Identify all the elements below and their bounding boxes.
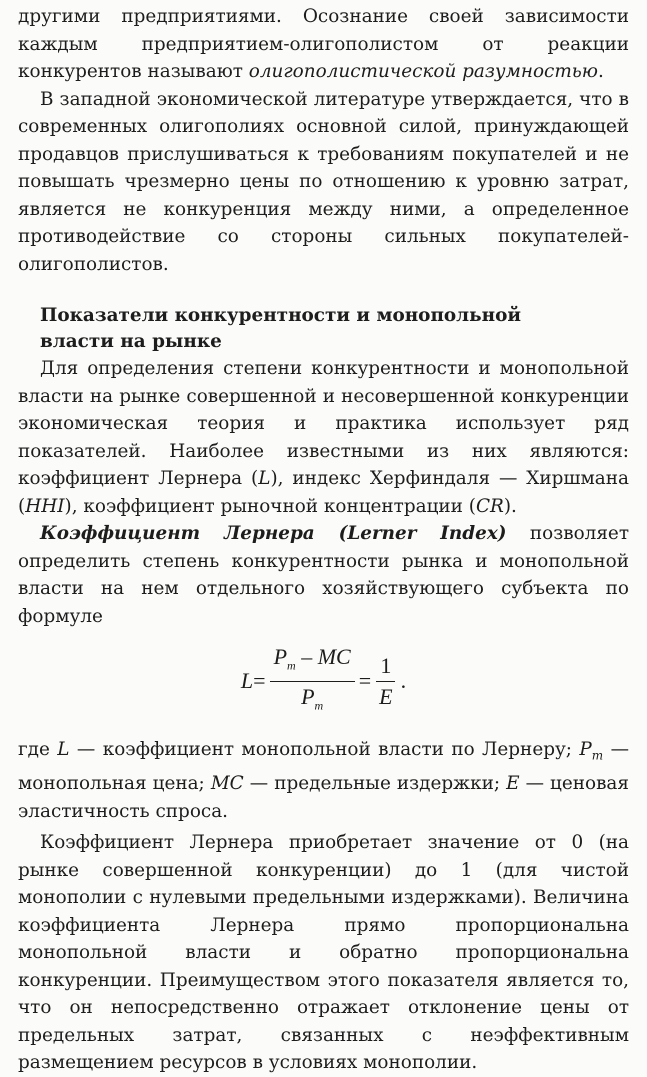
formula-denominator — [297, 682, 327, 718]
symbol-cr: CR — [475, 495, 504, 517]
formula-symbol: P — [301, 683, 315, 709]
paragraph-western-literature: В западной экономической литературе утверждается, что в современных олигополиях основной силой, принуждающей продавцов прислушиваться к требованиям покупателей и не повышать чрезмерно цены по отношению к уровню затрат, является не конкуренция между ними, а определенное противодействие со стороны сильных покупателей-олигополистов. — [18, 88, 629, 275]
symbol-subscript: m — [591, 748, 604, 763]
italic-term: олигополистической разумностью — [248, 61, 598, 82]
section-heading: Показатели конкурентности и монопольной власти на рынке — [40, 305, 521, 352]
paragraph-text: — монопольная цена; — [18, 739, 629, 795]
formula-symbol: P — [273, 644, 288, 670]
paragraph-text: — предельные издержки; — [243, 773, 507, 795]
symbol-l: L — [57, 739, 70, 760]
paragraph-text: ), индекс Херфиндаля — Хиршмана ( — [18, 468, 629, 517]
formula-denominator: E — [379, 683, 393, 709]
formula-period: . — [400, 668, 407, 693]
paragraph-indicators — [18, 355, 629, 520]
formula-symbol: – MC — [295, 644, 351, 670]
lerner-formula — [18, 636, 629, 726]
symbol-hhi: HHI — [25, 495, 65, 517]
formula-numerator — [270, 644, 355, 681]
symbol-l: L — [258, 468, 271, 489]
paragraph-text: другими предприятиями. Осознание своей зависимости каждым предприятием-олигополистом от реакции конкурентов называют — [18, 6, 629, 82]
paragraph-text: Для определения степени конкурентности и монопольной власти на рынке совершенной и несовершенной конкуренции экономическая теория и практика использует ряд показателей. Наиболее известными из них являются: коэффициент Лернера ( — [18, 358, 629, 489]
symbol-p: P — [579, 739, 592, 760]
punctuation: . — [597, 61, 604, 82]
symbol-e: E — [506, 773, 520, 795]
formula-fraction-elasticity — [375, 653, 396, 710]
paragraph-text: ), коэффициент рыночной концентрации ( — [64, 495, 476, 517]
formula-equals: = — [358, 668, 372, 693]
symbol-mc: MC — [210, 773, 244, 795]
bold-italic-term: Коэффициент Лернера (Lerner Index) — [40, 523, 507, 544]
formula-subscript: m — [287, 658, 296, 673]
formula-numerator: 1 — [376, 653, 395, 682]
section-spacer — [18, 278, 629, 303]
paragraph-formula-legend — [18, 736, 629, 825]
paragraph-text: где — [18, 739, 58, 760]
paragraph-text: позволяет определить степень конкурентности рынка и монопольной власти на нем отдельного хозяйствующего субъекта по формуле — [18, 523, 629, 627]
paragraph-lerner-definition — [18, 520, 629, 630]
paragraph-text: — коэффициент монопольной власти по Лернеру; — [69, 739, 580, 760]
paragraph-text: — ценовая эластичность спроса. — [18, 773, 630, 822]
paragraph-text: ). — [503, 495, 517, 517]
paragraph-continuation — [18, 0, 629, 86]
formula-fraction-main — [270, 644, 355, 718]
formula-lhs: L — [240, 668, 254, 693]
paragraph-lerner-values: Коэффициент Лернера приобретает значение от 0 (на рынке совершенной конкуренции) до 1 (для чистой монополии с нулевыми предельными издержками). Величина коэффициента Лернера прямо пропорциональна монопольной власти и обратно пропорциональна конкуренции. Преимуществом этого показателя является то, что он непосредственно отражает отклонение цены от предельных затрат, связанных с неэффективным размещением ресурсов в условиях монополии. — [18, 832, 629, 1074]
formula-equals: = — [253, 668, 266, 693]
formula-subscript: m — [314, 697, 324, 712]
symbol-pm — [579, 739, 604, 763]
